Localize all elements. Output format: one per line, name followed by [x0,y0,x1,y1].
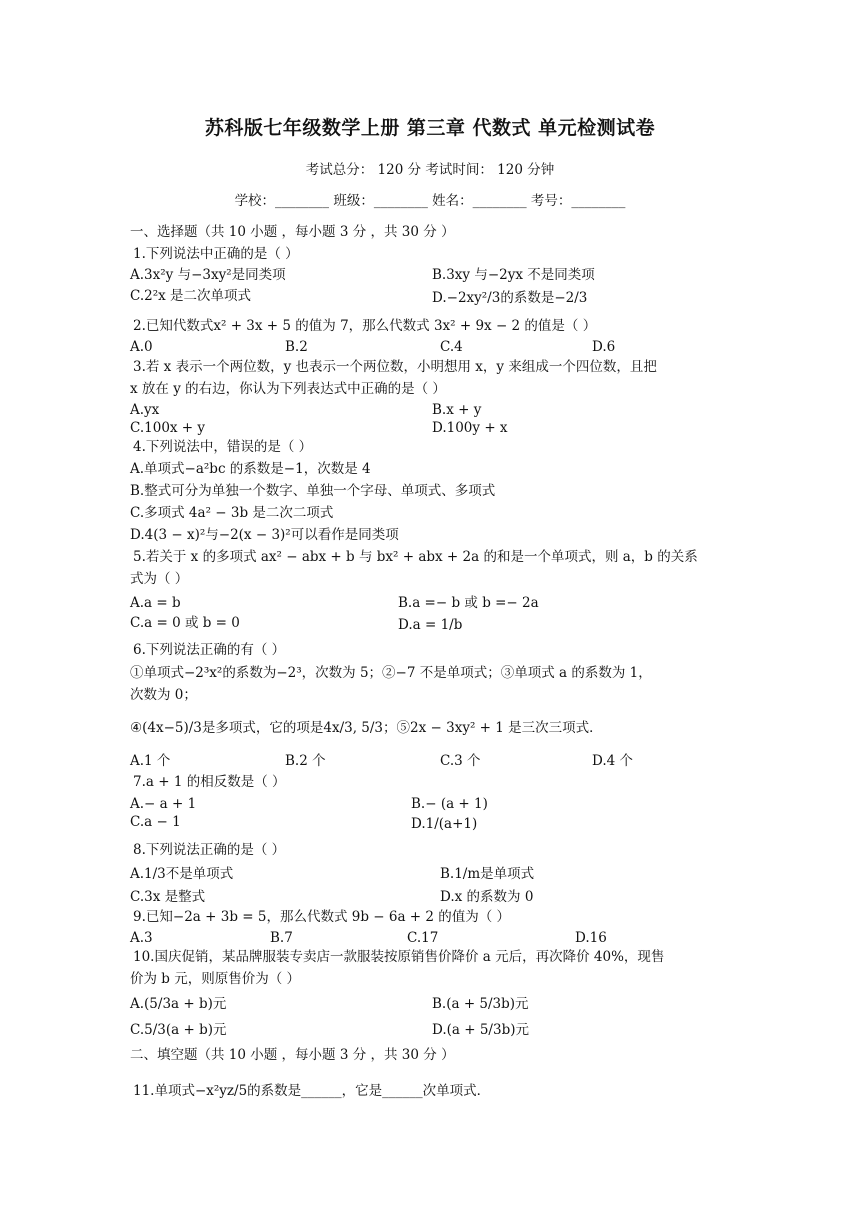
q2-option-d: D.6 [592,339,616,355]
q2-option-a: A.0 [130,339,153,355]
q5-option-c: C.a = 0 或 b = 0 [130,615,240,631]
q5-option-b: B.a =− b 或 b =− 2a [398,595,539,611]
q10-option-d: D.(a + 5/3b)元 [432,1022,529,1038]
q6-option-d: D.4 个 [592,753,634,769]
q4-stem: 4.下列说法中，错误的是（ ） [133,439,313,455]
q6-statement-line1: ①单项式−2³x²的系数为−2³，次数为 5；②−7 不是单项式；③单项式 a 的系数为 1， [130,665,652,681]
q8-option-d: D.x 的系数为 0 [440,889,534,905]
q4-option-b: B.整式可分为单独一个数字、单独一个字母、单项式、多项式 [130,483,496,499]
q10-option-c: C.5/3(a + b)元 [130,1022,227,1038]
q4-option-d: D.4(3 − x)²与−2(x − 3)²可以看作是同类项 [130,527,399,543]
q1-option-d: D.−2xy²/3的系数是−2/3 [432,290,588,306]
student-info: 学校：________ 班级：________ 姓名：________ 考号：________ [234,193,626,209]
q8-stem: 8.下列说法正确的是（ ） [133,842,286,858]
q3-option-c: C.100x + y [130,420,206,436]
exam-meta: 考试总分： 120 分 考试时间： 120 分钟 [305,162,555,178]
q8-option-b: B.1/m是单项式 [440,866,535,882]
q3-option-d: D.100y + x [432,420,508,436]
q4-option-a: A.单项式−a²bc 的系数是−1，次数是 4 [130,461,371,477]
q3-stem-line2: x 放在 y 的右边，你认为下列表达式中正确的是（ ） [130,381,446,397]
q6-stem: 6.下列说法正确的有（ ） [133,642,286,658]
section-1-heading: 一、选择题（共 10 小题 ，每小题 3 分 ，共 30 分 ） [130,224,455,240]
q9-option-a: A.3 [130,930,153,946]
q10-option-a: A.(5/3a + b)元 [130,996,227,1012]
q10-stem-line1: 10.国庆促销，某品牌服装专卖店一款服装按原销售价降价 a 元后，再次降价 40%，现售 [133,949,665,965]
q6-option-a: A.1 个 [130,753,171,769]
q3-stem-line1: 3.若 x 表示一个两位数，y 也表示一个两位数，小明想用 x，y 来组成一个四位数，且把 [133,359,657,375]
q9-option-c: C.17 [407,930,439,946]
q7-stem: 7.a + 1 的相反数是（ ） [133,774,286,790]
q7-option-a: A.− a + 1 [130,796,197,812]
q5-stem-line1: 5.若关于 x 的多项式 ax² − abx + b 与 bx² + abx + 2a 的和是一个单项式，则 a，b 的关系 [133,549,698,565]
q1-option-c: C.2²x 是二次单项式 [130,288,252,304]
q1-option-a: A.3x²y 与−3xy²是同类项 [130,267,286,283]
q6-statement-line2: 次数为 0； [130,687,197,703]
exam-title: 苏科版七年级数学上册 第三章 代数式 单元检测试卷 [204,117,656,139]
section-2-heading: 二、填空题（共 10 小题 ，每小题 3 分 ，共 30 分 ） [130,1047,455,1063]
q4-option-c: C.多项式 4a² − 3b 是二次二项式 [130,505,334,521]
q7-option-b: B.− (a + 1) [411,796,488,812]
q7-option-d: D.1/(a+1) [411,816,478,832]
q7-option-c: C.a − 1 [130,814,181,830]
q1-option-b: B.3xy 与−2yx 不是同类项 [432,267,595,283]
q6-option-b: B.2 个 [285,753,326,769]
q10-stem-line2: 价为 b 元，则原售价为（ ） [130,971,301,987]
q5-option-a: A.a = b [130,595,181,611]
q11-stem: 11.单项式−x²yz/5的系数是______，它是______次单项式． [133,1083,491,1099]
q9-stem: 9.已知−2a + 3b = 5，那么代数式 9b − 6a + 2 的值为（ ） [133,909,511,925]
q3-option-b: B.x + y [432,402,482,418]
q8-option-c: C.3x 是整式 [130,889,206,905]
q10-option-b: B.(a + 5/3b)元 [432,996,529,1012]
q8-option-a: A.1/3不是单项式 [130,866,234,882]
q5-option-d: D.a = 1/b [398,617,463,633]
q2-stem: 2.已知代数式x² + 3x + 5 的值为 7，那么代数式 3x² + 9x − 2 的值是（ ） [133,318,597,334]
q5-stem-line2: 式为（ ） [130,571,189,587]
q6-option-c: C.3 个 [440,753,481,769]
q3-option-a: A.yx [130,402,160,418]
q1-stem: 1.下列说法中正确的是（ ） [133,246,299,262]
q6-statement-line3: ④(4x−5)/3是多项式，它的项是4x/3, 5/3；⑤2x − 3xy² + 1 是三次三项式． [130,720,603,736]
q2-option-c: C.4 [440,339,463,355]
q9-option-d: D.16 [575,930,607,946]
q2-option-b: B.2 [285,339,308,355]
q9-option-b: B.7 [270,930,293,946]
